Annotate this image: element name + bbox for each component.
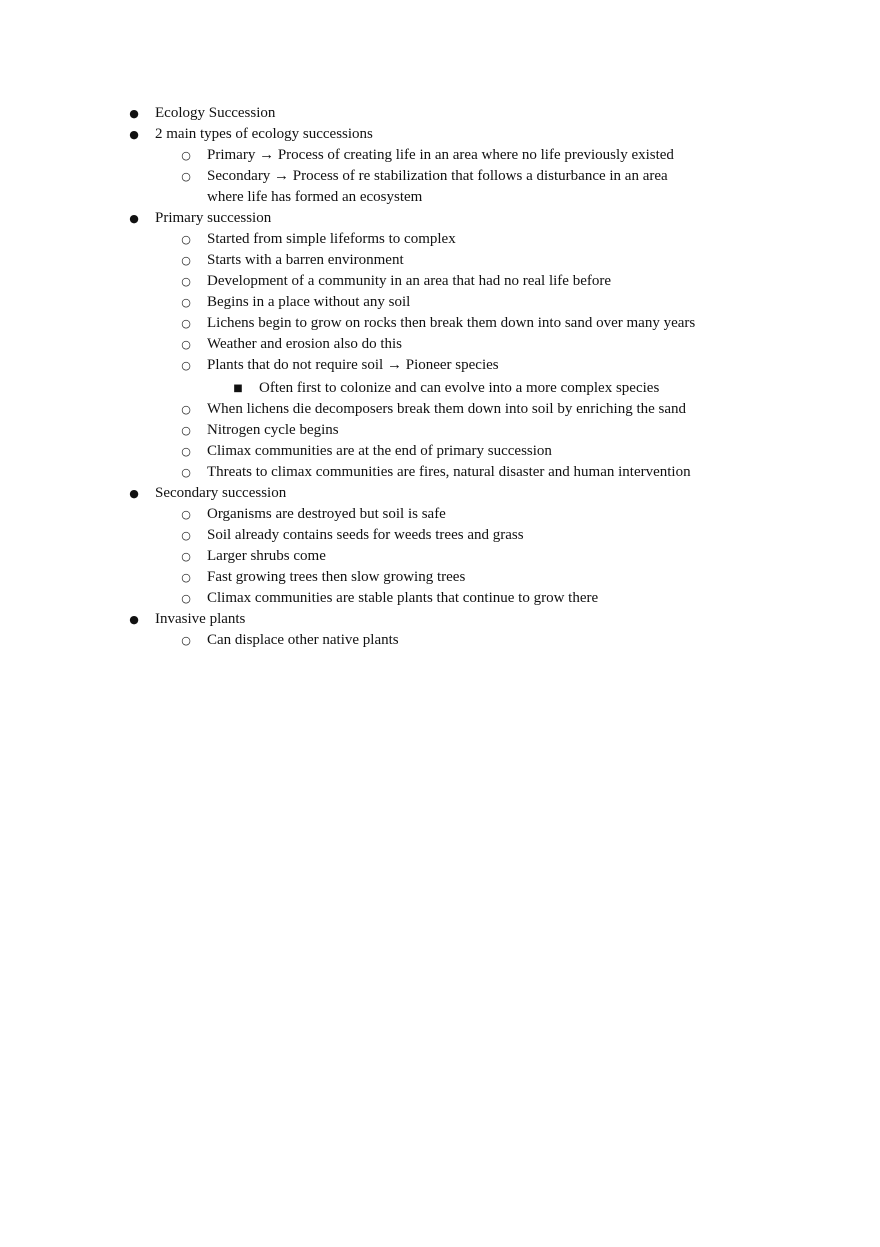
outline-item-text: Primary succession: [155, 210, 272, 226]
outline-item-level-2: [0, 420, 880, 441]
hollow-circle-bullet-icon: ○: [181, 550, 191, 563]
outline-item-text: Soil already contains seeds for weeds trees and grass: [207, 527, 524, 543]
hollow-circle-bullet-icon: ○: [181, 403, 191, 416]
hollow-circle-bullet-icon: ○: [181, 592, 191, 605]
outline-item-level-2: [0, 462, 880, 483]
outline-item-level-2: [0, 292, 880, 313]
hollow-circle-bullet-icon: ○: [181, 571, 191, 584]
hollow-circle-bullet-icon: ○: [181, 170, 191, 183]
outline-item-text: Starts with a barren environment: [207, 252, 404, 268]
outline-item-text: Started from simple lifeforms to complex: [207, 231, 456, 247]
hollow-circle-bullet-icon: ○: [181, 359, 191, 372]
filled-circle-bullet-icon: ●: [129, 128, 139, 141]
hollow-circle-bullet-icon: ○: [181, 338, 191, 351]
hollow-circle-bullet-icon: ○: [181, 296, 191, 309]
outline-item-level-2: [0, 441, 880, 462]
outline-item-text: Often first to colonize and can evolve into a more complex species: [259, 380, 660, 396]
outline-item-text: Plants that do not require soil → Pioneer species: [207, 357, 499, 373]
outline-item-level-2: [0, 313, 880, 334]
outline-item-text: Nitrogen cycle begins: [207, 422, 339, 438]
hollow-circle-bullet-icon: ○: [181, 508, 191, 521]
outline-item-text: Can displace other native plants: [207, 632, 399, 648]
outline-item-text: Weather and erosion also do this: [207, 336, 402, 352]
outline-item-text: Ecology Succession: [155, 105, 276, 121]
hollow-circle-bullet-icon: ○: [181, 445, 191, 458]
outline-item-level-1: [0, 609, 880, 630]
outline-item-level-2: [0, 271, 880, 292]
outline-item-text: Organisms are destroyed but soil is safe: [207, 506, 446, 522]
outline-item-text: Primary → Process of creating life in an area where no life previously existed: [207, 147, 674, 163]
outline-item-level-2: [0, 145, 880, 166]
outline-item-level-2: [0, 567, 880, 588]
outline-item-level-2: [0, 399, 880, 420]
outline-item-level-2: [0, 166, 880, 208]
outline-item-level-1: [0, 103, 880, 124]
hollow-circle-bullet-icon: ○: [181, 275, 191, 288]
outline-item-text: Secondary → Process of re stabilization that follows a disturbance in an area where life has formed an ecosystem: [207, 168, 668, 205]
outline-item-text: Development of a community in an area that had no real life before: [207, 273, 612, 289]
square-bullet-icon: ■: [233, 383, 243, 394]
outline-item-text: Secondary succession: [155, 485, 287, 501]
outline-item-level-1: [0, 483, 880, 504]
filled-circle-bullet-icon: ●: [129, 613, 139, 626]
filled-circle-bullet-icon: ●: [129, 487, 139, 500]
hollow-circle-bullet-icon: ○: [181, 149, 191, 162]
outline-item-text: Larger shrubs come: [207, 548, 326, 564]
outline-item-level-2: [0, 229, 880, 250]
outline-item-text: Lichens begin to grow on rocks then break them down into sand over many years: [207, 315, 696, 331]
filled-circle-bullet-icon: ●: [129, 107, 139, 120]
outline-item-level-2: [0, 525, 880, 546]
outline-item-level-3: [0, 378, 880, 399]
filled-circle-bullet-icon: ●: [129, 212, 139, 225]
outline-item-text: 2 main types of ecology successions: [155, 126, 373, 142]
outline-item-text: When lichens die decomposers break them down into soil by enriching the sand: [207, 401, 687, 417]
outline-item-text: Climax communities are at the end of primary succession: [207, 443, 552, 459]
hollow-circle-bullet-icon: ○: [181, 254, 191, 267]
outline-item-level-2: [0, 250, 880, 271]
outline-item-level-2: [0, 504, 880, 525]
outline-list: [0, 103, 880, 651]
outline-item-text: Climax communities are stable plants that continue to grow there: [207, 590, 599, 606]
outline-item-text: Invasive plants: [155, 611, 246, 627]
hollow-circle-bullet-icon: ○: [181, 424, 191, 437]
outline-item-level-2: [0, 546, 880, 567]
hollow-circle-bullet-icon: ○: [181, 466, 191, 479]
outline-item-text: Threats to climax communities are fires, natural disaster and human intervention: [207, 464, 691, 480]
hollow-circle-bullet-icon: ○: [181, 233, 191, 246]
hollow-circle-bullet-icon: ○: [181, 634, 191, 647]
outline-item-level-2: [0, 630, 880, 651]
outline-item-level-1: [0, 124, 880, 145]
outline-item-level-2: [0, 334, 880, 355]
outline-item-level-2: [0, 588, 880, 609]
outline-item-text: Fast growing trees then slow growing trees: [207, 569, 466, 585]
outline-item-level-1: [0, 208, 880, 229]
outline-item-level-2: [0, 355, 880, 376]
outline-item-text: Begins in a place without any soil: [207, 294, 411, 310]
hollow-circle-bullet-icon: ○: [181, 529, 191, 542]
hollow-circle-bullet-icon: ○: [181, 317, 191, 330]
